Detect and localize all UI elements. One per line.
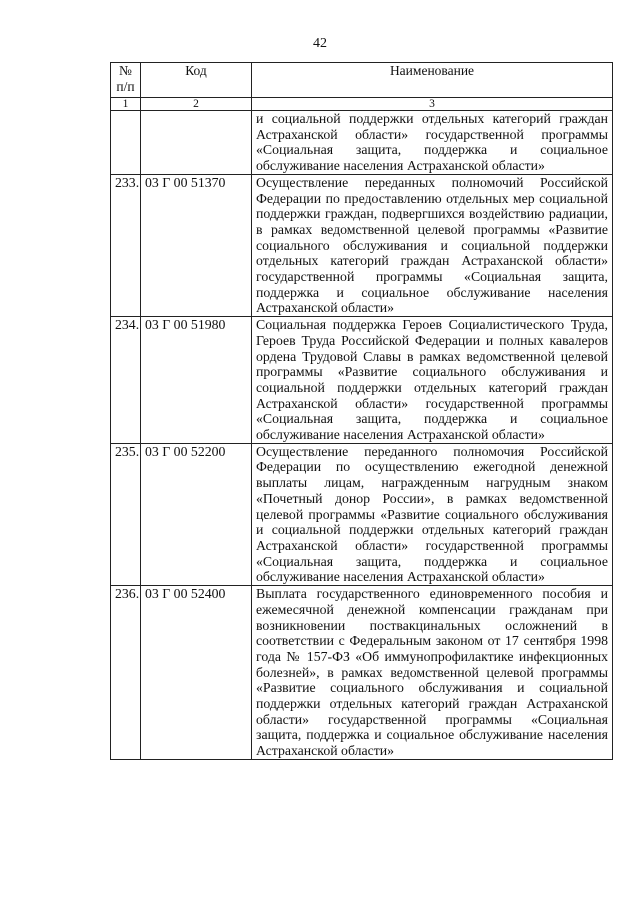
table-row xyxy=(111,586,613,760)
row-number: 234. xyxy=(111,317,141,444)
row-code: 03 Г 00 52200 xyxy=(141,443,252,585)
budget-classification-table xyxy=(110,62,613,760)
column-index-row xyxy=(111,98,613,111)
header-name: Наименование xyxy=(252,63,613,98)
row-number: 235. xyxy=(111,443,141,585)
row-code: 03 Г 00 51980 xyxy=(141,317,252,444)
column-index-2: 2 xyxy=(141,98,252,111)
table-row xyxy=(111,317,613,444)
column-index-3: 3 xyxy=(252,98,613,111)
table-row xyxy=(111,111,613,175)
row-name: Социальная поддержка Героев Социалистического Труда, Героев Труда Российской Федерации и полных кавалеров ордена Трудовой Славы в рамках ведомственной целевой программы «Развитие социального обслуживания и социальной поддержки отдельных категорий граждан Астраханской области» государственной программы «Социальная защита, поддержка и социальное обслуживание населения Астраханской области» xyxy=(252,317,613,444)
header-number-sign: № xyxy=(119,63,132,78)
header-number xyxy=(111,63,141,98)
table-header-row xyxy=(111,63,613,98)
row-name: Осуществление переданного полномочия Российской Федерации по осуществлению ежегодной денежной выплаты лицам, награжденным нагрудным знаком «Почетный донор России», в рамках ведомственной целевой программы «Развитие социального обслуживания и социальной поддержки отдельных категорий граждан Астраханской области» государственной программы «Социальная защита, поддержка и социальное обслуживание населения Астраханской области» xyxy=(252,443,613,585)
row-name: Выплата государственного единовременного пособия и ежемесячной денежной компенсации гражданам при возникновении поствакцинальных осложнений в соответствии с Федеральным законом от 17 сентября 1998 года № 157-ФЗ «Об иммунопрофилактике инфекционных болезней», в рамках ведомственной целевой программы «Развитие социального обслуживания и социальной поддержки отдельных категорий граждан Астраханской области» государственной программы «Социальная защита, поддержка и социальное обслуживание населения Астраханской области» xyxy=(252,586,613,760)
row-number: 236. xyxy=(111,586,141,760)
header-number-abbr: п/п xyxy=(116,79,135,94)
row-name: Осуществление переданных полномочий Российской Федерации по предоставлению отдельных мер социальной поддержки граждан, подвергшихся воздействию радиации, в рамках ведомственной целевой программы «Развитие социального обслуживания и социальной поддержки отдельных категорий граждан Астраханской области» государственной программы «Социальная защита, поддержка и социальное обслуживание населения Астраханской области» xyxy=(252,174,613,316)
row-code xyxy=(141,111,252,175)
row-number xyxy=(111,111,141,175)
table-row xyxy=(111,174,613,316)
row-name: и социальной поддержки отдельных категорий граждан Астраханской области» государственной программы «Социальная защита, поддержка и социальное обслуживание населения Астраханской области» xyxy=(252,111,613,175)
row-code: 03 Г 00 52400 xyxy=(141,586,252,760)
table-row xyxy=(111,443,613,585)
page-number: 42 xyxy=(313,36,327,51)
header-code: Код xyxy=(141,63,252,98)
column-index-1: 1 xyxy=(111,98,141,111)
row-code: 03 Г 00 51370 xyxy=(141,174,252,316)
row-number: 233. xyxy=(111,174,141,316)
